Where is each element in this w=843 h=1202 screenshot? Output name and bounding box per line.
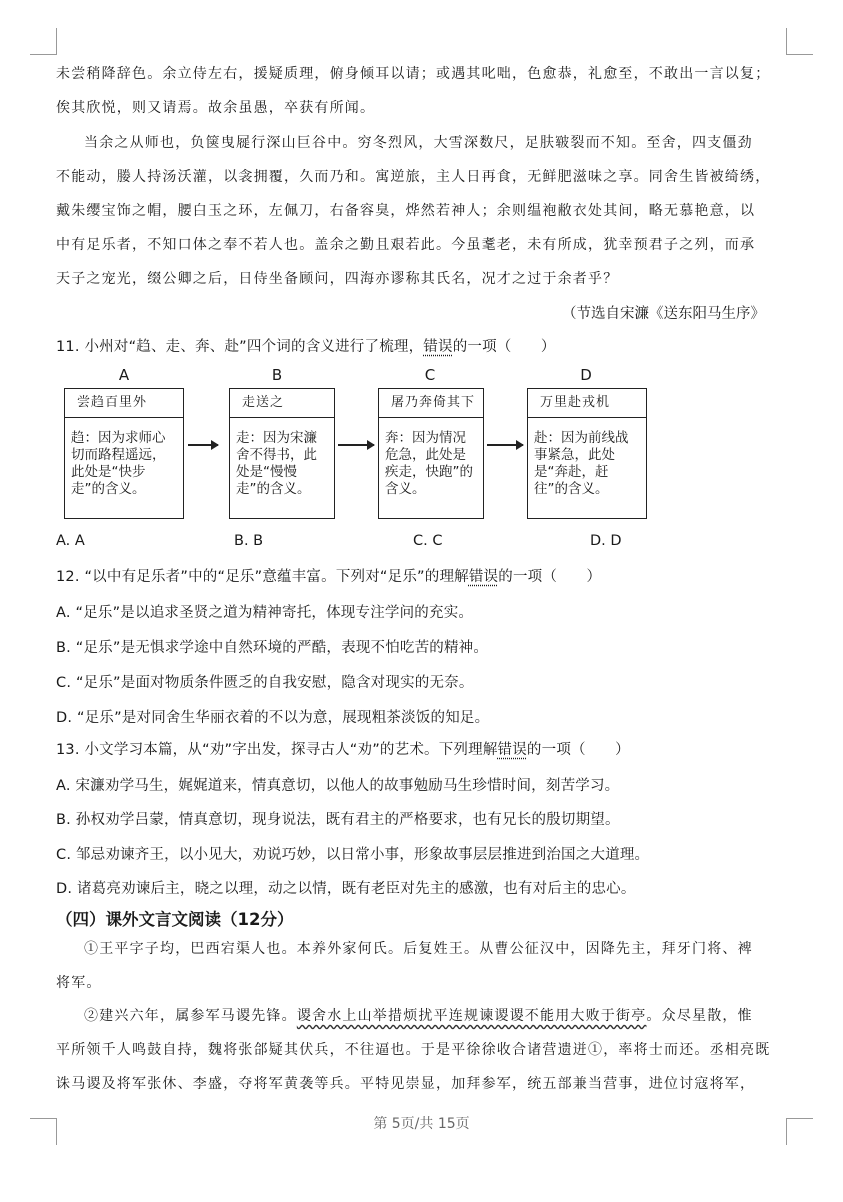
meaning-box-a <box>64 388 184 519</box>
page-number-footer: 第 5页/共 15页 <box>373 1116 470 1132</box>
box-title: 屠乃奔倚其下 <box>379 389 483 418</box>
option-d[interactable]: D. 诸葛亮劝谏后主，晓之以理，动之以情，既有老臣对先主的感激，也有对后主的忠心。 <box>56 881 636 897</box>
corner-mark-top-right <box>786 28 813 55</box>
passage-line: 未尝稍降辞色。余立侍左右，援疑质理，俯身倾耳以请；或遇其叱咄，色愈恭，礼愈至，不敢出一言以复； <box>56 66 771 82</box>
source-citation: （节选自宋濂《送东阳马生序》 <box>562 306 765 322</box>
question-12-stem: 12. “以中有足乐者”中的“足乐”意蕴丰富。下列对“足乐”的理解错误的一项（ ） <box>56 569 602 585</box>
meaning-box-c <box>378 388 484 519</box>
box-body: 奔：因为情况危急，此处是疾走，快跑”的含义。 <box>385 430 473 497</box>
box-letter-a: A <box>118 366 130 384</box>
question-13-stem: 13. 小文学习本篇，从“劝”字出发，探寻古人“劝”的艺术。下列理解错误的一项（ ） <box>56 742 630 758</box>
box-title: 万里赴戎机 <box>528 389 646 418</box>
box-body: 赴：因为前线战事紧急，此处是“奔赴，赶往”的含义。 <box>534 430 629 497</box>
option-c[interactable]: C. 邹忌劝谏齐王，以小见大，劝说巧妙，以日常小事，形象故事层层推进到治国之大道理。 <box>56 847 650 863</box>
passage-line: 戴朱缨宝饰之帽，腰白玉之环，左佩刀，右备容臭，烨然若神人；余则缊袍敝衣处其间，略无慕艳意，以 <box>56 203 756 219</box>
passage-line: 俟其欣悦，则又请焉。故余虽愚，卒获有所闻。 <box>56 100 376 116</box>
option-b[interactable]: B. B <box>234 533 264 549</box>
corner-mark-top-left <box>30 28 57 55</box>
option-c[interactable]: C. “足乐”是面对物质条件匮乏的自我安慰，隐含对现实的无奈。 <box>56 675 474 691</box>
arrow-right-icon <box>188 444 218 446</box>
passage-line: ①王平字子均，巴西宕渠人也。本养外家何氏。后复姓王。从曹公征汉中，因降先主，拜牙门将、裨 <box>84 941 753 957</box>
passage-line: 不能动，媵人持汤沃灌，以衾拥覆，久而乃和。寓逆旅，主人日再食，无鲜肥滋味之享。同舍生皆被绮绣， <box>56 169 771 185</box>
meaning-box-d <box>527 388 647 519</box>
passage-line: 将军。 <box>56 975 102 991</box>
option-c[interactable]: C. C <box>413 533 443 549</box>
box-body: 趋：因为求师心切而路程遥远，此处是“快步走”的含义。 <box>71 430 166 497</box>
option-d[interactable]: D. “足乐”是对同舍生华丽衣着的不以为意，展现粗茶淡饭的知足。 <box>56 710 490 726</box>
option-a[interactable]: A. A <box>56 533 85 549</box>
passage-line: 天子之宠光，缀公卿之后，日侍坐备顾问，四海亦谬称其氏名，况才之过于余者乎？ <box>56 271 619 287</box>
option-d[interactable]: D. D <box>590 533 622 549</box>
word-meaning-diagram <box>64 366 664 516</box>
box-title: 尝趋百里外 <box>65 389 183 418</box>
passage-line: 平所领千人鸣鼓自持，魏将张郃疑其伏兵，不往逼也。于是平徐徐收合诸营遗迸①，率将士而还。丞相亮既 <box>56 1042 771 1058</box>
arrow-right-icon <box>338 444 374 446</box>
passage-line: 当余之从师也，负箧曳屣行深山巨谷中。穷冬烈风，大雪深数尺，足肤皲裂而不知。至舍，四支僵劲 <box>84 135 753 151</box>
option-b[interactable]: B. “足乐”是无惧求学途中自然环境的严酷，表现不怕吃苦的精神。 <box>56 640 489 656</box>
box-letter-d: D <box>580 366 592 384</box>
passage-line: ②建兴六年，属参军马谡先锋。谡舍水上山举措烦扰平连规谏谡谡不能用大败于街亭。众尽星散，惟 <box>84 1008 753 1024</box>
option-b[interactable]: B. 孙权劝学吕蒙，情真意切，现身说法，既有君主的严格要求，也有兄长的殷切期望。 <box>56 812 620 828</box>
box-letter-b: B <box>271 366 283 384</box>
question-11-stem: 11. 小州对“趋、走、奔、赴”四个词的含义进行了梳理，错误的一项（ ） <box>56 339 556 355</box>
option-a[interactable]: A. 宋濂劝学马生，娓娓道来，情真意切，以他人的故事勉励马生珍惜时间，刻苦学习。 <box>56 778 620 794</box>
wavy-underlined-text: 谡舍水上山举措烦扰平连规谏谡谡不能用大败于街亭 <box>296 1008 647 1024</box>
option-a[interactable]: A. “足乐”是以追求圣贤之道为精神寄托，体现专注学问的充实。 <box>56 605 474 621</box>
passage-line: 中有足乐者，不知口体之奉不若人也。盖余之勤且艰若此。今虽耄老，未有所成，犹幸预君子之列，而承 <box>56 237 756 253</box>
box-title: 走送之 <box>230 389 334 418</box>
section-title: （四）课外文言文阅读（12分） <box>56 910 294 929</box>
box-letter-c: C <box>424 366 436 384</box>
meaning-box-b <box>229 388 335 519</box>
box-body: 走：因为宋濂舍不得书，此处是“慢慢走”的含义。 <box>236 430 317 497</box>
passage-line: 诛马谡及将军张休、李盛，夺将军黄袭等兵。平特见崇显，加拜参军，统五部兼当营事，进位讨寇将军， <box>56 1076 756 1092</box>
arrow-right-icon <box>487 444 523 446</box>
